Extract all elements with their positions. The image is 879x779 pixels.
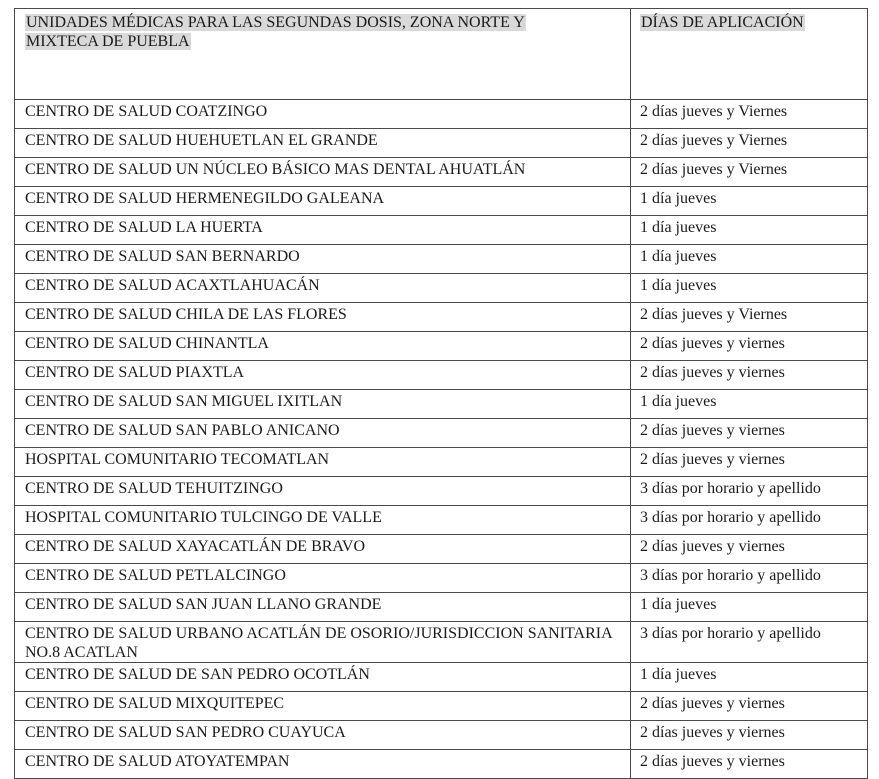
- unit-cell: CENTRO DE SALUD URBANO ACATLÁN DE OSORIO/JURISDICCION SANITARIA NO.8 ACATLAN: [15, 622, 631, 663]
- table-row: [15, 274, 868, 303]
- unit-cell: CENTRO DE SALUD TEHUITZINGO: [15, 477, 631, 506]
- unit-cell: HOSPITAL COMUNITARIO TECOMATLAN: [15, 448, 631, 477]
- days-cell: 2 días jueves y viernes: [631, 692, 868, 721]
- header-units-label: UNIDADES MÉDICAS PARA LAS SEGUNDAS DOSIS, ZONA NORTE Y MIXTECA DE PUEBLA: [26, 14, 525, 50]
- days-cell: 1 día jueves: [631, 274, 868, 303]
- table-row: [15, 158, 868, 187]
- table-row: [15, 448, 868, 477]
- unit-cell: CENTRO DE SALUD LA HUERTA: [15, 216, 631, 245]
- days-cell: 2 días jueves y viernes: [631, 419, 868, 448]
- table-header: [15, 9, 868, 100]
- table-row: [15, 390, 868, 419]
- unit-cell: CENTRO DE SALUD SAN PABLO ANICANO: [15, 419, 631, 448]
- table-row: [15, 506, 868, 535]
- days-cell: 3 días por horario y apellido: [631, 477, 868, 506]
- unit-cell: CENTRO DE SALUD UN NÚCLEO BÁSICO MAS DENTAL AHUATLÁN: [15, 158, 631, 187]
- table-row: [15, 564, 868, 593]
- table-row: [15, 332, 868, 361]
- table-row: [15, 750, 868, 779]
- unit-cell: HOSPITAL COMUNITARIO TULCINGO DE VALLE: [15, 506, 631, 535]
- table-row: [15, 535, 868, 564]
- days-cell: 2 días jueves y viernes: [631, 750, 868, 779]
- document-page: [14, 8, 867, 779]
- unit-cell: CENTRO DE SALUD CHINANTLA: [15, 332, 631, 361]
- days-cell: 3 días por horario y apellido: [631, 564, 868, 593]
- days-cell: 2 días jueves y Viernes: [631, 158, 868, 187]
- unit-cell: CENTRO DE SALUD SAN MIGUEL IXITLAN: [15, 390, 631, 419]
- table-row: [15, 100, 868, 129]
- table-row: [15, 419, 868, 448]
- header-row: [15, 9, 868, 100]
- days-cell: 2 días jueves y viernes: [631, 332, 868, 361]
- days-cell: 2 días jueves y viernes: [631, 721, 868, 750]
- table-row: [15, 593, 868, 622]
- table-row: [15, 129, 868, 158]
- days-cell: 1 día jueves: [631, 245, 868, 274]
- table-row: [15, 663, 868, 692]
- table-row: [15, 361, 868, 390]
- days-cell: 2 días jueves y viernes: [631, 448, 868, 477]
- days-cell: 1 día jueves: [631, 593, 868, 622]
- days-cell: 2 días jueves y viernes: [631, 535, 868, 564]
- unit-cell: CENTRO DE SALUD COATZINGO: [15, 100, 631, 129]
- days-cell: 1 día jueves: [631, 216, 868, 245]
- days-cell: 1 día jueves: [631, 390, 868, 419]
- days-cell: 1 día jueves: [631, 663, 868, 692]
- table-row: [15, 245, 868, 274]
- vaccination-schedule-table: [14, 8, 868, 779]
- table-row: [15, 216, 868, 245]
- table-row: [15, 187, 868, 216]
- header-cell-days: [631, 9, 868, 100]
- days-cell: 2 días jueves y Viernes: [631, 303, 868, 332]
- unit-cell: CENTRO DE SALUD DE SAN PEDRO OCOTLÁN: [15, 663, 631, 692]
- table-row: [15, 303, 868, 332]
- header-days-label: DÍAS DE APLICACIÓN: [641, 14, 804, 31]
- unit-cell: CENTRO DE SALUD HUEHUETLAN EL GRANDE: [15, 129, 631, 158]
- days-cell: 2 días jueves y Viernes: [631, 100, 868, 129]
- table-body: [15, 100, 868, 779]
- days-cell: 2 días jueves y viernes: [631, 361, 868, 390]
- unit-cell: CENTRO DE SALUD ACAXTLAHUACÁN: [15, 274, 631, 303]
- days-cell: 3 días por horario y apellido: [631, 506, 868, 535]
- unit-cell: CENTRO DE SALUD PETLALCINGO: [15, 564, 631, 593]
- unit-cell: CENTRO DE SALUD ATOYATEMPAN: [15, 750, 631, 779]
- table-row: [15, 477, 868, 506]
- unit-cell: CENTRO DE SALUD XAYACATLÁN DE BRAVO: [15, 535, 631, 564]
- table-row: [15, 622, 868, 663]
- unit-cell: CENTRO DE SALUD SAN PEDRO CUAYUCA: [15, 721, 631, 750]
- unit-cell: CENTRO DE SALUD HERMENEGILDO GALEANA: [15, 187, 631, 216]
- unit-cell: CENTRO DE SALUD SAN JUAN LLANO GRANDE: [15, 593, 631, 622]
- days-cell: 1 día jueves: [631, 187, 868, 216]
- days-cell: 2 días jueves y Viernes: [631, 129, 868, 158]
- table-row: [15, 692, 868, 721]
- unit-cell: CENTRO DE SALUD PIAXTLA: [15, 361, 631, 390]
- unit-cell: CENTRO DE SALUD SAN BERNARDO: [15, 245, 631, 274]
- unit-cell: CENTRO DE SALUD MIXQUITEPEC: [15, 692, 631, 721]
- table-row: [15, 721, 868, 750]
- unit-cell: CENTRO DE SALUD CHILA DE LAS FLORES: [15, 303, 631, 332]
- days-cell: 3 días por horario y apellido: [631, 622, 868, 663]
- header-cell-units: [15, 9, 631, 100]
